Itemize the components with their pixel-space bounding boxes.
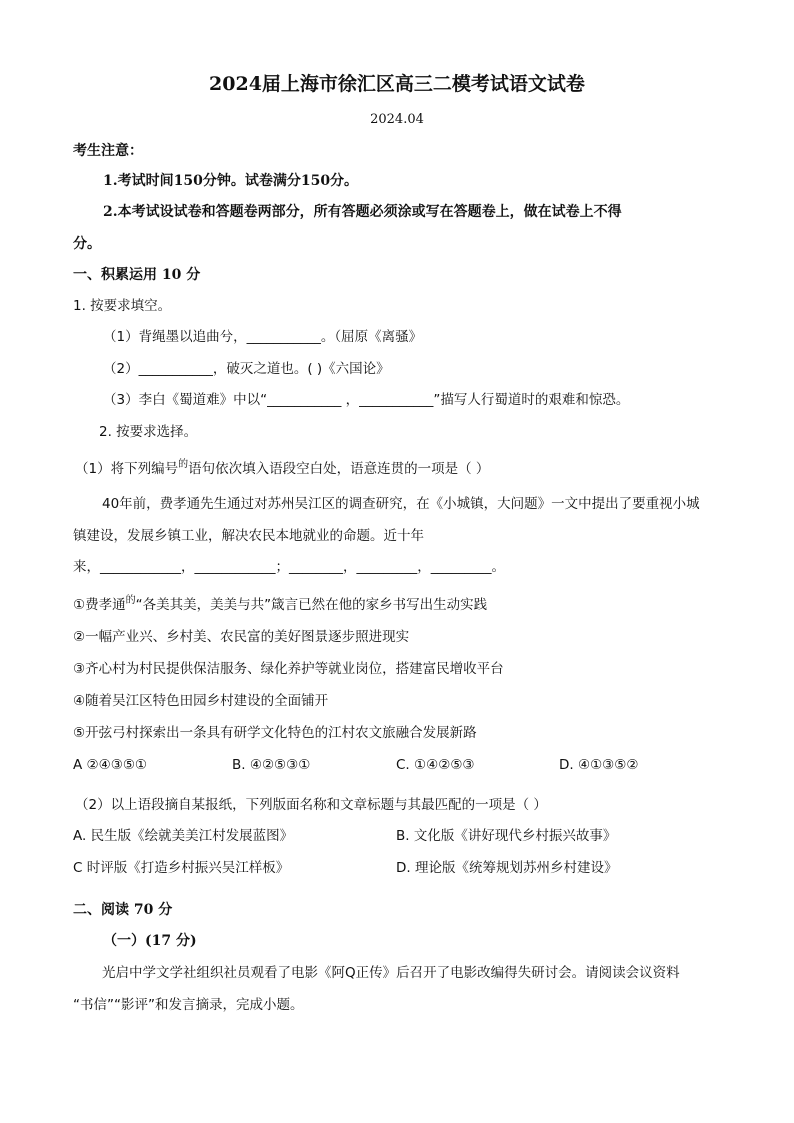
sentence-1-post: “各美其美，美美与共”箴言已然在他的家乡书写出生动实践 [135, 597, 488, 613]
page-title: 2024届上海市徐汇区高三二模考试语文试卷 [209, 73, 585, 95]
exam-date: 2024.04 [370, 112, 424, 127]
passage-line-3: 来，____________，____________；________，_________，_________。 [73, 559, 505, 575]
question-1-stem: 1. 按要求填空。 [73, 298, 172, 314]
sentence-1-sup: 的 [125, 595, 136, 606]
question-2-2-option-d: D. 理论版《统筹规划苏州乡村建设》 [396, 860, 618, 876]
section-2-intro-line-2: “书信”“影评”和发言摘录，完成小题。 [73, 997, 304, 1013]
question-1-part-2: （2）___________，破灭之道也。( )《六国论》 [103, 361, 390, 377]
sentence-5: ⑤开弦弓村探索出一条具有研学文化特色的江村农文旅融合发展新路 [73, 725, 477, 741]
notice-item-1: 1.考试时间150分钟。试卷满分150分。 [103, 173, 359, 189]
section-2-heading: 二、阅读 70 分 [73, 902, 173, 918]
question-2-1-sup: 的 [178, 459, 189, 470]
section-2-subheading: （一）(17 分) [103, 933, 197, 949]
question-2-1 [75, 460, 489, 480]
question-2-1-pre: （1）将下列编号 [75, 461, 179, 477]
section-1-heading: 一、积累运用 10 分 [73, 267, 201, 283]
sentence-1-pre: ①费孝通 [73, 597, 126, 613]
sentence-4: ④随着吴江区特色田园乡村建设的全面铺开 [73, 693, 329, 709]
question-2-2-option-c: C 时评版《打造乡村振兴吴江样板》 [73, 860, 290, 876]
question-2-2-option-a: A. 民生版《绘就美美江村发展蓝图》 [73, 828, 294, 844]
option-d: D. ④①③⑤② [559, 757, 639, 773]
question-2-2-option-b: B. 文化版《讲好现代乡村振兴故事》 [396, 828, 617, 844]
question-1-part-1: （1）背绳墨以追曲兮，___________。（屈原《离骚》 [103, 329, 423, 345]
sentence-3: ③齐心村为村民提供保洁服务、绿化养护等就业岗位，搭建富民增收平台 [73, 661, 504, 677]
option-a: A ②④③⑤① [73, 757, 148, 773]
section-2-intro-line-1: 光启中学文学社组织社员观看了电影《阿Q正传》后召开了电影改编得失研讨会。请阅读会议资料 [102, 965, 680, 981]
notice-item-2: 2.本考试设试卷和答题卷两部分，所有答题必须涂或写在答题卷上，做在试卷上不得 [103, 204, 622, 220]
sentence-1 [73, 596, 487, 616]
notice-heading: 考生注意： [73, 143, 143, 159]
question-2-stem: 2. 按要求选择。 [99, 424, 198, 440]
question-1-part-3: （3）李白《蜀道难》中以“___________ ，___________”描写人行蜀道时的艰难和惊恐。 [103, 392, 630, 408]
sentence-2: ②一幅产业兴、乡村美、农民富的美好图景逐步照进现实 [73, 629, 410, 645]
passage-line-1: 40年前，费孝通先生通过对苏州吴江区的调查研究，在《小城镇，大问题》一文中提出了要重视小城 [102, 496, 700, 512]
question-2-1-post: 语句依次填入语段空白处，语意连贯的一项是（ ） [188, 461, 490, 477]
option-c: C. ①④②⑤③ [396, 757, 475, 773]
question-2-2: （2）以上语段摘自某报纸，下列版面名称和文章标题与其最匹配的一项是（ ） [75, 797, 547, 813]
passage-line-2: 镇建设，发展乡镇工业，解决农民本地就业的命题。近十年 [73, 528, 424, 544]
option-b: B. ④②⑤③① [232, 757, 311, 773]
notice-item-2-cont: 分。 [73, 236, 101, 252]
